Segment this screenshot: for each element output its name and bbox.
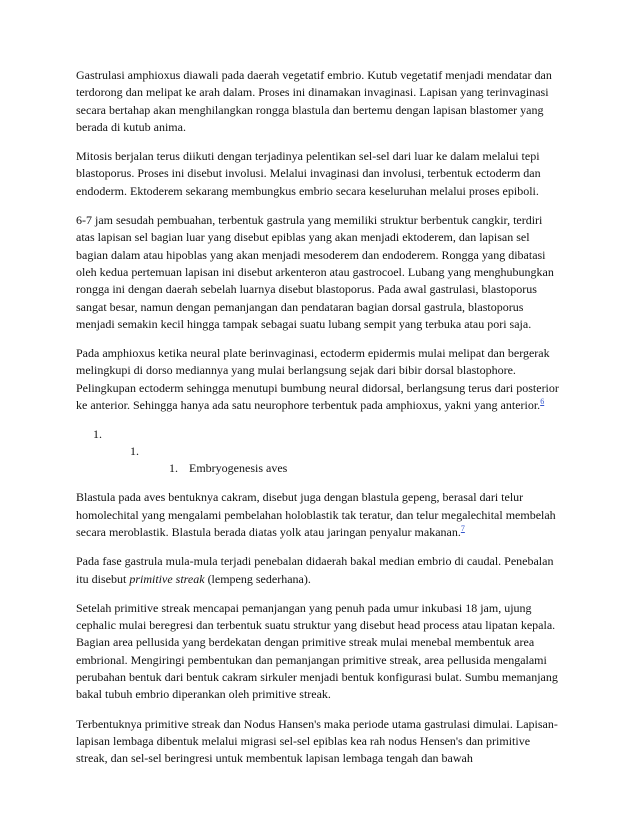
paragraph-mitosis: Mitosis berjalan terus diikuti dengan terjadinya pelentikan sel-sel dari luar ke dalam melalui tepi blastoporus. Proses ini disebut involusi. Melalui invaginasi dan involusi, terbentuk ectoderm dan endoderm. Ektoderem sekarang membungkus embrio secara keseluruhan melalui proses epiboli. (76, 149, 541, 198)
paragraph-gastrulation-period: Terbentuknya primitive streak dan Nodus Hansen's maka periode utama gastrulasi dimulai. Lapisan-lapisan lembaga dibentuk melalui migrasi sel-sel epiblas kea rah nodus Hensen's dan primitive streak, dan sel-sel beringresi untuk membentuk lapisan lembaga tengah dan bawah (76, 716, 558, 766)
paragraph-primitive-streak-intro (76, 553, 564, 588)
paragraph-blastula-aves (76, 489, 564, 541)
paragraph-text: Pada fase gastrula mula-mula terjadi penebalan didaerah bakal median embrio di caudal. Penebalan itu disebut (76, 554, 554, 586)
paragraph-gastrula-formation: 6-7 jam sesudah pembuahan, terbentuk gastrula yang memiliki struktur berbentuk cangkir, terdiri atas lapisan sel bagian luar yang disebut epiblas yang akan menjadi ektoderem, dan lapisan sel bagian dalam atau hipoblas yang akan menjadi mesoderem dan endoderem. Rongga yang dibatasi oleh kedua pertemuan lapisan ini disebut arkenteron atau gastrocoel. Lubang yang menghubungkan rongga ini dengan daerah sebelah luarnya disebut blastoporus. Pada awal gastrulasi, blastoporus sangat besar, namun dengan pemanjangan dan pendataran bagian dorsal gastrula, blastoporus menjadi semakin kecil hingga tampak sebagai suatu lubang sempit yang terbuka atau pori saja. (76, 213, 554, 331)
list-level-2 (76, 443, 564, 460)
list-level-3 (76, 460, 564, 477)
document-body (76, 67, 564, 780)
paragraph-text: (lempeng sederhana). (204, 571, 311, 586)
paragraph-neural-plate (76, 345, 564, 414)
paragraph-primitive-streak-elongation: Setelah primitive streak mencapai pemanjangan yang penuh pada umur inkubasi 18 jam, ujung cephalic mulai beregresi dan terbentuk suatu struktur yang disebut head process atau lipatan kepala. Bagian area pellusida yang berdekatan dengan primitive streak mulai menebal membentuk area embrional. Mengiringi pembentukan dan pemanjangan primitive streak, area pellusida mengalami perubahan bentuk dari bentuk cakram sirkuler menjadi bentuk konfigurasi bulat. Sumbu memanjang bakal tubuh embrio diperankan oleh primitive streak. (76, 600, 558, 702)
section-heading-embryogenesis-aves: Embryogenesis aves (189, 461, 288, 476)
italic-term-primitive-streak: primitive streak (129, 571, 205, 586)
paragraph-blastula-aves-text: Blastula pada aves bentuknya cakram, disebut juga dengan blastula gepeng, berasal dari telur homolechital yang mengalami pembelahan holoblastik tak teratur, dan telur megalechital membelah secara meroblastik. Blastula berada diatas yolk atau jaringan penyalur makanan. (76, 490, 556, 539)
list-number: 1. (130, 444, 139, 459)
footnote-link-7[interactable]: 7 (460, 523, 465, 533)
list-number: 1. (169, 461, 178, 476)
footnote-link-6[interactable]: 6 (540, 397, 545, 407)
paragraph-neural-plate-text: Pada amphioxus ketika neural plate berinvaginasi, ectoderm epidermis mulai melipat dan bergerak melingkupi di dorso mediannya yang mulai berlangsung sejak dari bibir dorsal blastophore. Pelingkupan ectoderm sehingga menutupi bumbung neural didorsal, berlangsung terus dari posterior ke anterior. Sehingga hanya ada satu neurophore terbentuk pada amphioxus, yakni yang anterior. (76, 346, 559, 413)
paragraph-gastrulasi-amphioxus: Gastrulasi amphioxus diawali pada daerah vegetatif embrio. Kutub vegetatif menjadi mendatar dan terdorong dan melipat ke arah dalam. Proses ini dinamakan invaginasi. Lapisan yang terinvaginasi secara bertahap akan menghilangkan rongga blastula dan bertemu dengan lapisan blastomer yang berada di kutub anima. (76, 68, 552, 134)
list-level-1 (76, 426, 564, 443)
list-number: 1. (93, 427, 102, 442)
